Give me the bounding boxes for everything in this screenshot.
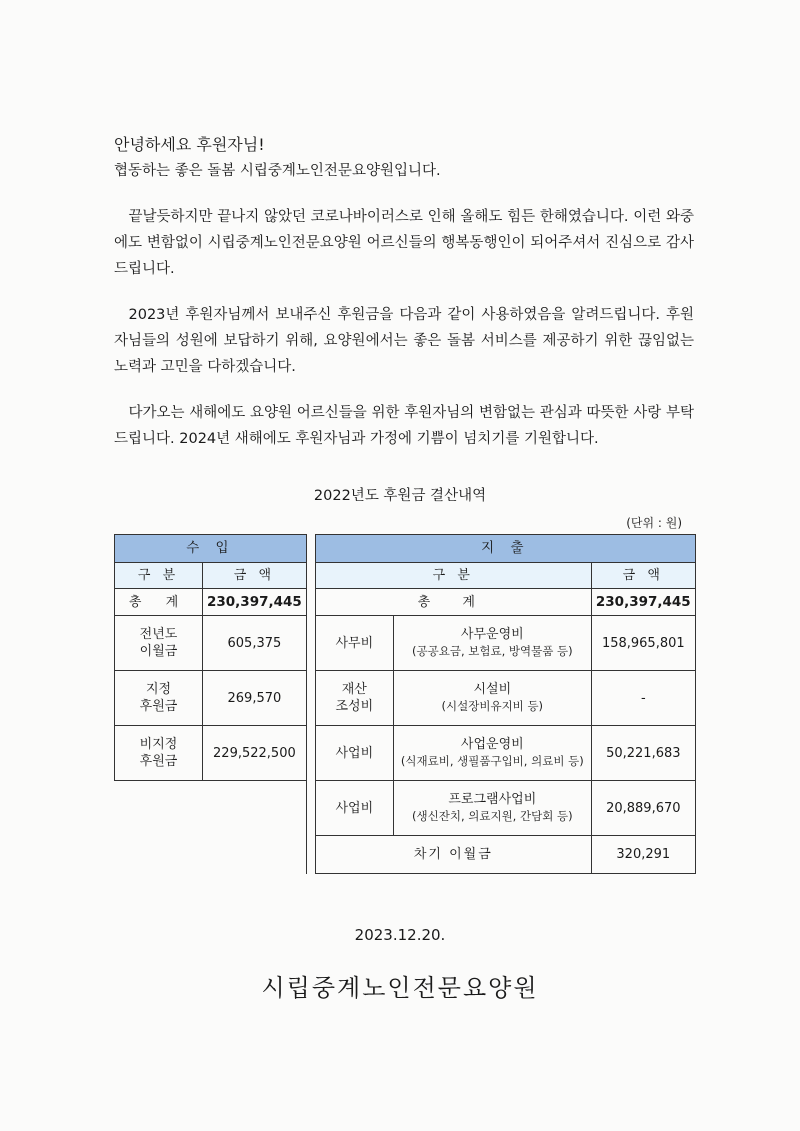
income-total-label: 총 계 <box>115 589 203 616</box>
expense-item-name: 프로그램사업비 <box>448 792 537 807</box>
income-row-label: 전년도 이월금 <box>115 616 203 671</box>
carryover-label: 차기 이월금 <box>315 836 591 874</box>
expense-row-amount: - <box>591 671 695 726</box>
expense-item-detail: (시설장비유지비 등) <box>441 699 544 713</box>
expense-header: 지 출 <box>315 535 695 563</box>
expense-row-amount: 158,965,801 <box>591 616 695 671</box>
expense-item-name: 시설비 <box>473 682 512 697</box>
income-row-label: 지정 후원금 <box>115 671 203 726</box>
carryover-amount: 320,291 <box>591 836 695 874</box>
expense-item-detail: (공공요금, 보험료, 방역물품 등) <box>412 644 573 658</box>
income-header: 수 입 <box>115 535 307 563</box>
expense-item-name: 사업운영비 <box>460 737 524 752</box>
expense-row-category: 재산 조성비 <box>315 671 393 726</box>
income-row-amount: 605,375 <box>203 616 307 671</box>
greeting: 안녕하세요 후원자님! <box>114 135 265 154</box>
expense-item-detail: (식재료비, 생필품구입비, 의료비 등) <box>400 754 584 768</box>
income-row-amount: 229,522,500 <box>203 726 307 781</box>
paragraph-2: 2023년 후원자님께서 보내주신 후원금을 다음과 같이 사용하였음을 알려드립니다. 후원자님들의 성원에 보답하기 위해, 요양원에서는 좋은 돌봄 서비스를 제공하기 위한 끊임없는 노력과 고민을 다하겠습니다. <box>114 307 694 375</box>
table-title: 2022년도 후원금 결산내역 <box>313 488 487 504</box>
paragraph-3: 다가오는 새해에도 요양원 어르신들을 위한 후원자님의 변함없는 관심과 따뜻한 사랑 부탁드립니다. 2024년 새해에도 후원자님과 가정에 기쁨이 넘치기를 기원합니다. <box>114 405 694 447</box>
expense-row-category: 사업비 <box>315 726 393 781</box>
expense-row-category: 사업비 <box>315 781 393 836</box>
expense-category-header: 구 분 <box>315 563 591 589</box>
expense-row-category: 사무비 <box>315 616 393 671</box>
income-total-amount: 230,397,445 <box>203 589 307 616</box>
settlement-table <box>114 534 696 874</box>
expense-row-item <box>393 616 591 671</box>
income-amount-header: 금 액 <box>203 563 307 589</box>
income-category-header: 구 분 <box>115 563 203 589</box>
expense-row-item <box>393 726 591 781</box>
expense-item-detail: (생신잔치, 의료지원, 간담회 등) <box>412 809 573 823</box>
income-row-amount: 269,570 <box>203 671 307 726</box>
intro-line: 협동하는 좋은 돌봄 시립중계노인전문요양원입니다. <box>114 163 441 179</box>
income-row-label: 비지정 후원금 <box>115 726 203 781</box>
expense-row-amount: 20,889,670 <box>591 781 695 836</box>
expense-row-item <box>393 781 591 836</box>
paragraph-1: 끝날듯하지만 끝나지 않았던 코로나바이러스로 인해 올해도 힘든 한해였습니다. 이런 와중에도 변함없이 시립중계노인전문요양원 어르신들의 행복동행인이 되어주셔서 진심으로 감사드립니다. <box>114 209 694 277</box>
expense-item-name: 사무운영비 <box>460 627 524 642</box>
expense-amount-header: 금 액 <box>591 563 695 589</box>
letter-date: 2023.12.20. <box>354 926 446 944</box>
expense-total-label: 총 계 <box>315 589 591 616</box>
unit-label: (단위 : 원) <box>626 516 682 530</box>
expense-total-amount: 230,397,445 <box>591 589 695 616</box>
organization-name: 시립중계노인전문요양원 <box>261 974 539 1002</box>
letter-body <box>114 132 694 452</box>
expense-row-amount: 50,221,683 <box>591 726 695 781</box>
expense-row-item <box>393 671 591 726</box>
